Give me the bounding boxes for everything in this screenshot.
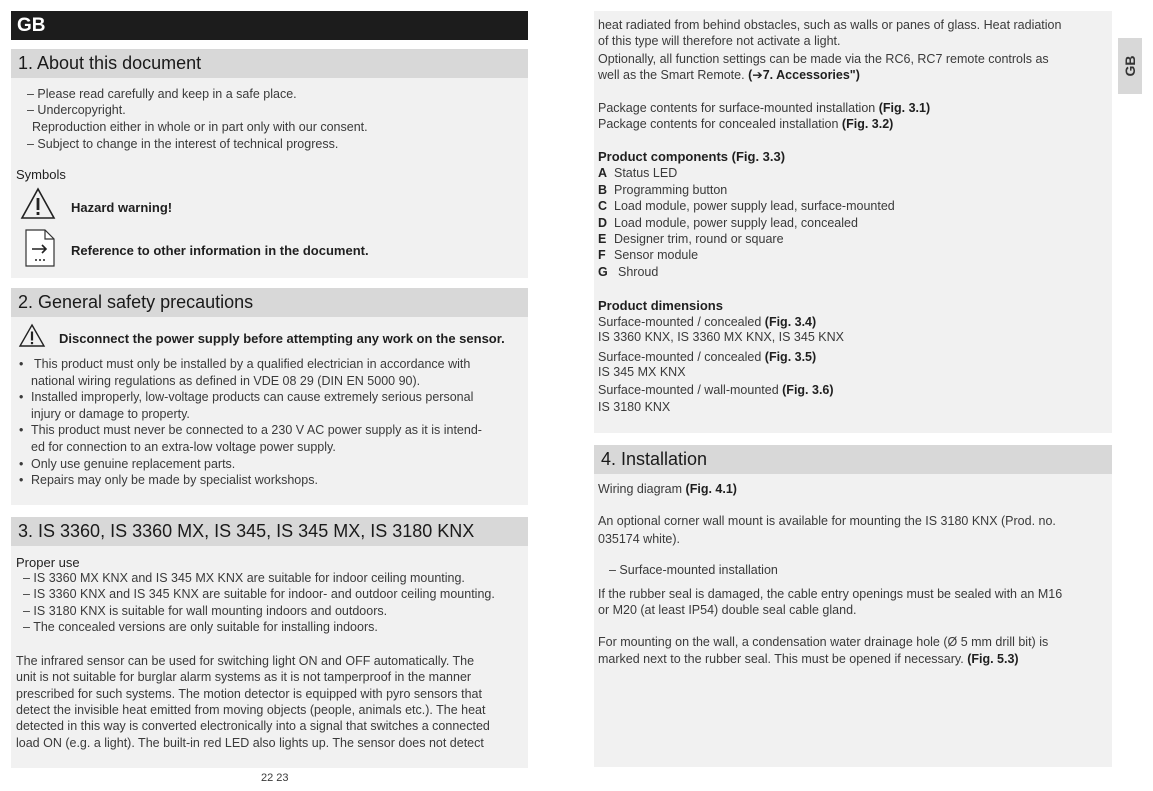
- side-language-tab: GB: [1118, 38, 1142, 94]
- component-b: B Programming button: [598, 183, 728, 197]
- page-numbers: 22 23: [261, 772, 289, 784]
- reference-label: Reference to other information in the document.: [71, 243, 369, 258]
- component-d: D Load module, power supply lead, concealed: [598, 216, 858, 230]
- continued-line-2: of this type will therefore not activate a light.: [598, 34, 841, 48]
- continued-line-3: Optionally, all function settings can be made via the RC6, RC7 remote controls as: [598, 52, 1049, 66]
- safety-bullet-3: • This product must never be connected to a 230 V AC power supply as it is intend- ed for connection to an extra-low voltage power supply.: [17, 422, 527, 455]
- dimension-3-label: Surface-mounted / wall-mounted (Fig. 3.6): [598, 383, 834, 397]
- section-4-title: 4. Installation: [594, 445, 1112, 474]
- package-surface: Package contents for surface-mounted installation (Fig. 3.1): [598, 101, 931, 115]
- continued-line-4: well as the Smart Remote. (➔7. Accessories"): [598, 68, 860, 82]
- drainage-2: marked next to the rubber seal. This must be opened if necessary. (Fig. 5.3): [598, 652, 1019, 666]
- hazard-warning-label: Hazard warning!: [71, 200, 173, 215]
- dimension-2-models: IS 345 MX KNX: [598, 365, 686, 379]
- section-1-title: 1. About this document: [11, 49, 528, 78]
- dimension-2-label: Surface-mounted / concealed (Fig. 3.5): [598, 350, 817, 364]
- accessories-link[interactable]: (➔7. Accessories"): [748, 68, 860, 82]
- s1-line-4: – Subject to change in the interest of technical progress.: [27, 137, 339, 151]
- rubber-seal-1: If the rubber seal is damaged, the cable entry openings must be sealed with an M16: [598, 587, 1063, 601]
- proper-use-2: – IS 3360 KNX and IS 345 KNX are suitable for indoor- and outdoor ceiling mounting.: [23, 587, 495, 601]
- corner-mount-1: An optional corner wall mount is available for mounting the IS 3180 KNX (Prod. no.: [598, 514, 1056, 528]
- component-e: E Designer trim, round or square: [598, 232, 784, 246]
- section-2-title: 2. General safety precautions: [11, 288, 528, 317]
- safety-bullet-1: • This product must only be installed by a qualified electrician in accordance with national wiring regulations as defined in VDE 08 29 (DIN EN 5000 90).: [17, 356, 527, 389]
- proper-use-4: – The concealed versions are only suitable for installing indoors.: [23, 620, 378, 634]
- sensor-paragraph-2: unit is not suitable for burglar alarm systems as it is not tamperproof in the manner: [16, 670, 472, 684]
- dimension-1-label: Surface-mounted / concealed (Fig. 3.4): [598, 315, 817, 329]
- proper-use-heading: Proper use: [16, 555, 80, 570]
- safety-bullet-4: • Only use genuine replacement parts.: [17, 456, 527, 473]
- sensor-paragraph-4: detect the invisible heat emitted from moving objects (people, animals etc.). The heat: [16, 703, 486, 717]
- symbols-heading: Symbols: [16, 167, 66, 182]
- surface-mounted-label: – Surface-mounted installation: [609, 563, 778, 577]
- safety-bullet-2: • Installed improperly, low-voltage products can cause extremely serious personal injury or damage to property.: [17, 389, 527, 422]
- component-c: C Load module, power supply lead, surface-mounted: [598, 199, 895, 213]
- wiring-diagram-ref: Wiring diagram (Fig. 4.1): [598, 482, 737, 496]
- package-concealed: Package contents for concealed installation (Fig. 3.2): [598, 117, 894, 131]
- safety-bullet-list: [17, 356, 527, 489]
- s1-line-2: – Undercopyright.: [27, 103, 126, 117]
- sensor-paragraph-1: The infrared sensor can be used for switching light ON and OFF automatically. The: [16, 654, 475, 668]
- s1-line-3: Reproduction either in whole or in part only with our consent.: [32, 120, 368, 134]
- safety-bullet-5: • Repairs may only be made by specialist workshops.: [17, 472, 527, 489]
- sensor-paragraph-3: prescribed for such systems. The motion detector is equipped with pyro sensors that: [16, 687, 482, 701]
- hazard-warning-icon: [20, 187, 56, 220]
- dimension-1-models: IS 3360 KNX, IS 3360 MX KNX, IS 345 KNX: [598, 330, 844, 344]
- safety-warning-text: Disconnect the power supply before attempting any work on the sensor.: [59, 331, 505, 346]
- proper-use-1: – IS 3360 MX KNX and IS 345 MX KNX are suitable for indoor ceiling mounting.: [23, 571, 465, 585]
- component-g: G Shroud: [598, 265, 659, 279]
- drainage-1: For mounting on the wall, a condensation water drainage hole (Ø 5 mm drill bit) is: [598, 635, 1049, 649]
- dimension-3-models: IS 3180 KNX: [598, 400, 671, 414]
- reference-document-icon: [25, 229, 55, 267]
- proper-use-3: – IS 3180 KNX is suitable for wall mounting indoors and outdoors.: [23, 604, 388, 618]
- language-tab-gb: GB: [11, 11, 528, 40]
- component-f: F Sensor module: [598, 248, 699, 262]
- section-3-title: 3. IS 3360, IS 3360 MX, IS 345, IS 345 MX, IS 3180 KNX: [11, 517, 528, 546]
- components-heading: Product components (Fig. 3.3): [598, 149, 786, 164]
- sensor-paragraph-5: detected in this way is converted electronically into a signal that switches a connected: [16, 719, 490, 733]
- component-a: A Status LED: [598, 166, 678, 180]
- rubber-seal-2: or M20 (at least IP54) double seal cable gland.: [598, 603, 857, 617]
- s1-line-1: – Please read carefully and keep in a safe place.: [27, 87, 297, 101]
- continued-line-1: heat radiated from behind obstacles, such as walls or panes of glass. Heat radiation: [598, 18, 1062, 32]
- corner-mount-2: 035174 white).: [598, 532, 681, 546]
- dimensions-heading: Product dimensions: [598, 298, 723, 313]
- safety-warning-icon: [18, 323, 46, 348]
- sensor-paragraph-6: load ON (e.g. a light). The built-in red LED also lights up. The sensor does not detect: [16, 736, 484, 750]
